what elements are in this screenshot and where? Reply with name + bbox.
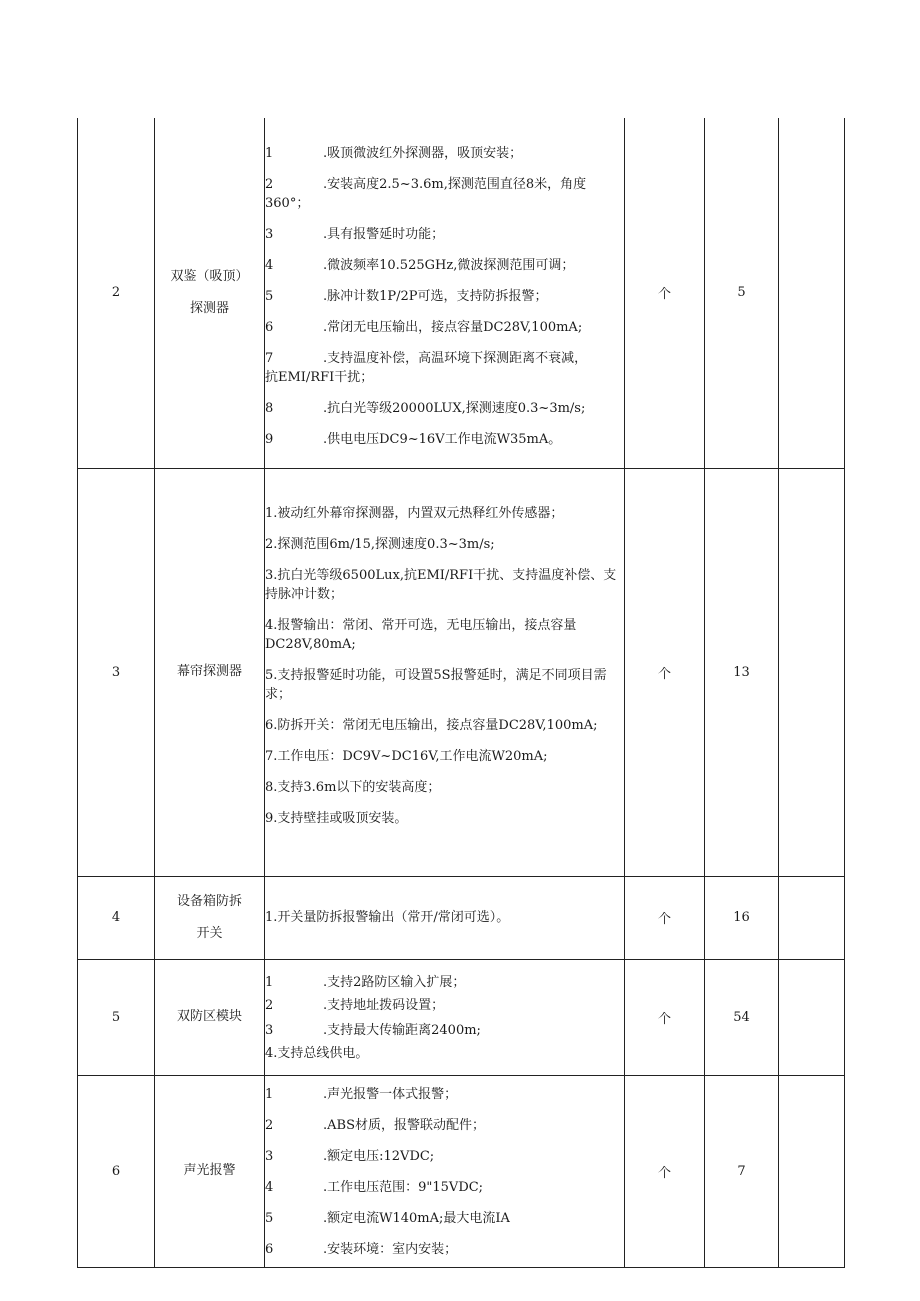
unit-cell: 个 (625, 959, 705, 1075)
row-number: 5 (78, 959, 155, 1075)
remark-cell (779, 1075, 845, 1267)
item-name-line: 幕帘探测器 (176, 664, 242, 679)
spec-line: 6 .常闭无电压输出，接点容量DC28V,100mA; (265, 320, 583, 336)
spec-line: 8.支持3.6m以下的安装高度； (265, 780, 441, 795)
spec-line: 1.被动红外幕帘探测器，内置双元热释红外传感器； (265, 506, 564, 521)
spec-line: 6.防拆开关：常闭无电压输出，接点容量DC28V,100mA; (265, 718, 598, 733)
quantity-cell: 5 (705, 118, 779, 468)
row-number: 3 (78, 468, 155, 876)
spec-line: 1 .吸顶微波红外探测器，吸顶安装； (265, 146, 523, 162)
spec-line: 5 .脉冲计数1P/2P可选，支持防拆报警； (265, 289, 548, 305)
remark-cell (779, 876, 845, 959)
spec-line: 1 .声光报警一体式报警； (265, 1087, 458, 1102)
remark-cell (779, 959, 845, 1075)
item-name (155, 468, 265, 876)
item-name (155, 118, 265, 468)
spec-line: 4.支持总线供电。 (265, 1046, 369, 1061)
spec-line: 9 .供电电压DC9~16V工作电流W35mA。 (265, 432, 562, 448)
spec-description (265, 468, 625, 876)
item-name-line: 探测器 (189, 300, 229, 316)
item-name-line: 双防区模块 (176, 1009, 242, 1024)
spec-table (77, 118, 845, 1268)
table-row (78, 468, 845, 876)
spec-line: 7.工作电压：DC9V~DC16V,工作电流W20mA; (265, 749, 548, 764)
spec-description (265, 876, 625, 959)
spec-line: 2 .ABS材质，报警联动配件； (265, 1118, 485, 1133)
quantity-cell: 54 (705, 959, 779, 1075)
spec-line: 6 .安装环境：室内安装； (265, 1242, 458, 1257)
spec-line: 5.支持报警延时功能，可设置5S报警延时，满足不同项目需求； (265, 668, 607, 702)
quantity-cell: 16 (705, 876, 779, 959)
spec-line: 3 .支持最大传输距离2400m; (265, 1023, 481, 1038)
spec-line: 2 .支持地址拨码设置； (265, 998, 445, 1013)
item-name-line: 声光报警 (183, 1163, 236, 1178)
unit-cell: 个 (625, 468, 705, 876)
unit-cell: 个 (625, 118, 705, 468)
unit-cell: 个 (625, 876, 705, 959)
spec-line: 4 .微波频率10.525GHz,微波探测范围可调； (265, 258, 575, 274)
row-number: 6 (78, 1075, 155, 1267)
spec-description (265, 118, 625, 468)
spec-line: 2.探测范围6m/15,探测速度0.3~3m/s; (265, 537, 495, 552)
unit-cell: 个 (625, 1075, 705, 1267)
spec-line: 3.抗白光等级6500Lux,抗EMI/RFI干扰、支持温度补偿、支持脉冲计数； (265, 568, 617, 602)
spec-line: 5 .额定电流W140mA;最大电流IA (265, 1211, 510, 1226)
row-number: 4 (78, 876, 155, 959)
item-name-line: 双鉴（吸顶） (170, 268, 249, 284)
remark-cell (779, 118, 845, 468)
item-name (155, 959, 265, 1075)
spec-line: 9.支持壁挂或吸顶安装。 (265, 811, 408, 826)
item-name (155, 876, 265, 959)
spec-line: 4 .工作电压范围：9"15VDC; (265, 1180, 484, 1195)
table-row (78, 876, 845, 959)
item-name (155, 1075, 265, 1267)
remark-cell (779, 468, 845, 876)
quantity-cell: 13 (705, 468, 779, 876)
spec-line: 7 .支持温度补偿，高温环境下探测距离不衰减， (265, 351, 588, 367)
row-number: 2 (78, 118, 155, 468)
spec-line: 1 .支持2路防区输入扩展； (265, 975, 466, 990)
quantity-cell: 7 (705, 1075, 779, 1267)
spec-line: 3 .具有报警延时功能； (265, 227, 445, 243)
spec-description (265, 959, 625, 1075)
spec-line: 1.开关量防拆报警输出（常开/常闭可选）。 (265, 910, 510, 925)
spec-line: 8 .抗白光等级20000LUX,探测速度0.3~3m/s; (265, 401, 586, 417)
spec-line: 4.报警输出：常闭、常开可选，无电压输出，接点容量DC28V,80mA; (265, 618, 577, 652)
table-row (78, 959, 845, 1075)
table-row (78, 118, 845, 468)
spec-line: 抗EMI/RFI干扰； (265, 370, 374, 386)
item-name-line: 设备箱防拆 (176, 893, 242, 909)
spec-description (265, 1075, 625, 1267)
spec-line: 3 .额定电压:12VDC; (265, 1149, 435, 1164)
table-row (78, 1075, 845, 1267)
item-name-line: 开关 (196, 925, 223, 941)
spec-line: 2 .安装高度2.5~3.6m,探测范围直径8米，角度360°； (265, 177, 587, 212)
